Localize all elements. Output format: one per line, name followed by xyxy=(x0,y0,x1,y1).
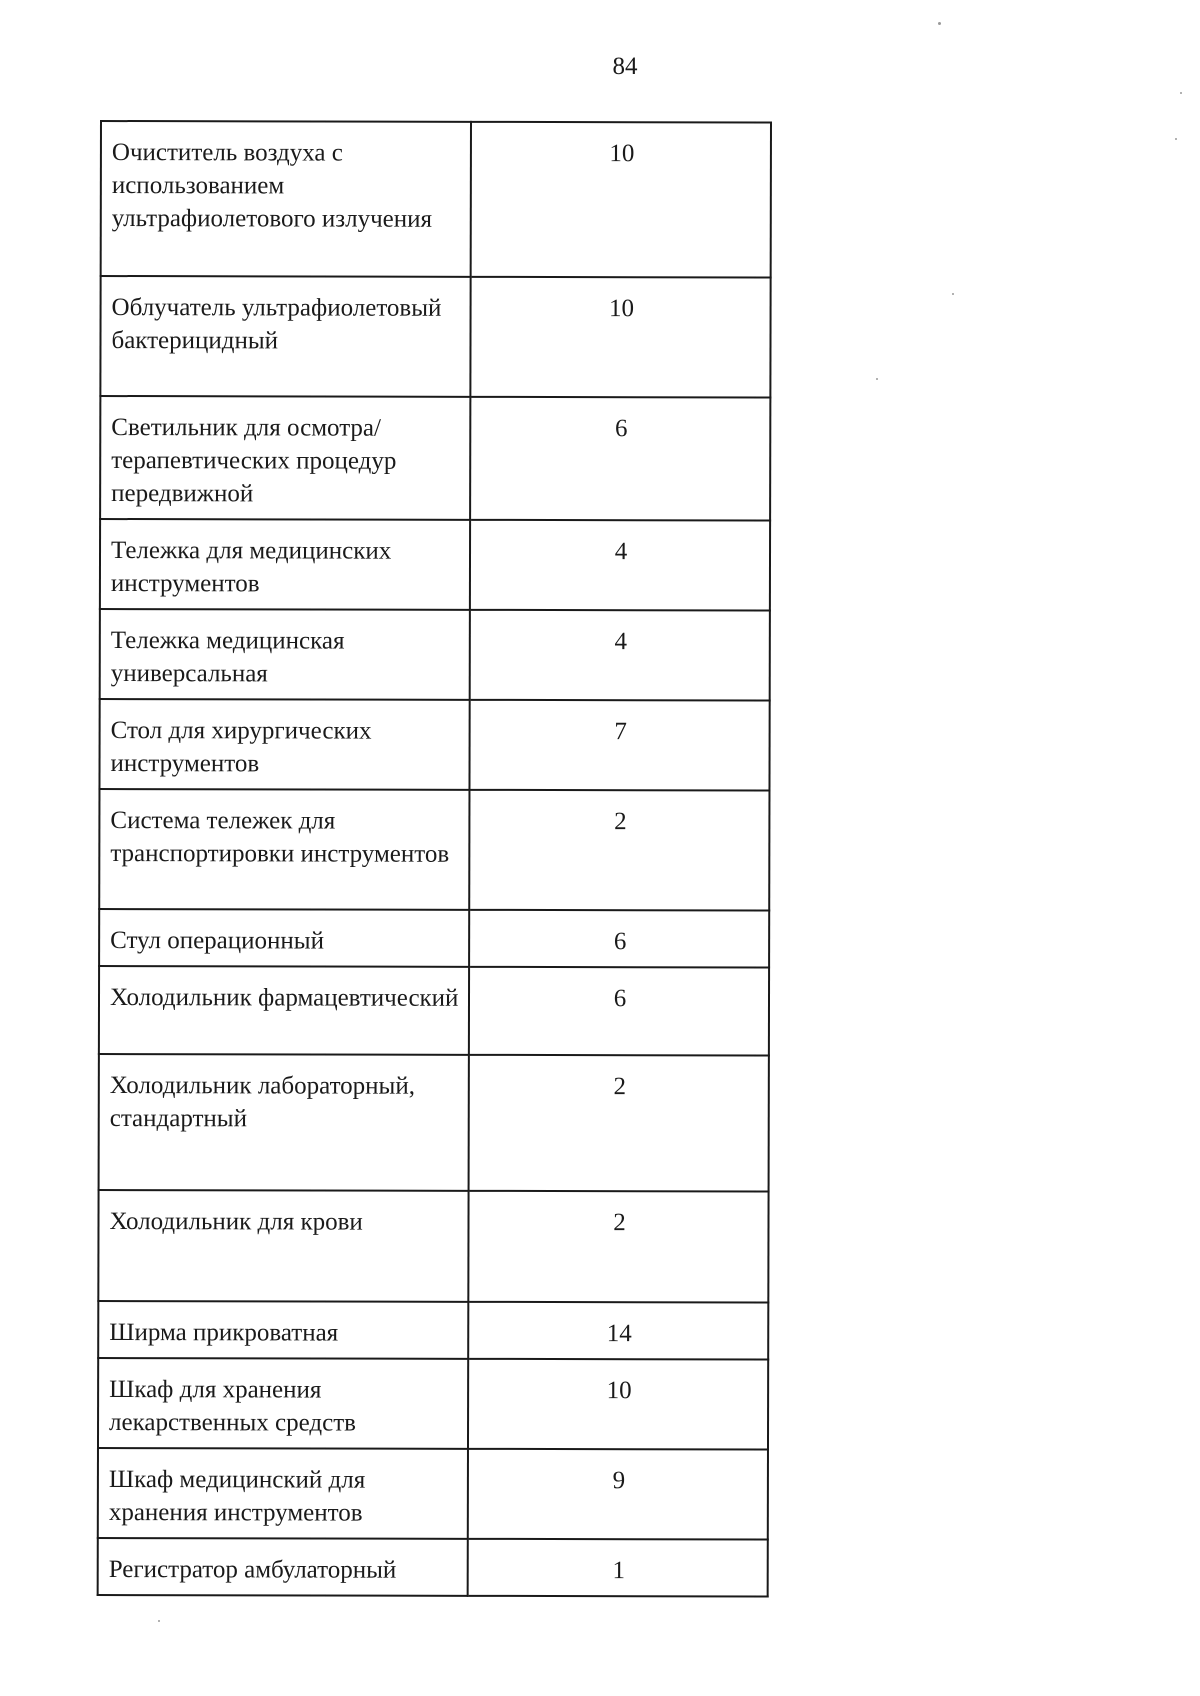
equipment-name-cell: Стул операционный xyxy=(99,909,469,967)
quantity-cell: 1 xyxy=(468,1539,768,1597)
quantity-cell: 14 xyxy=(468,1302,768,1360)
equipment-name-cell: Ширма прикроватная xyxy=(98,1301,468,1359)
scan-speck xyxy=(876,378,878,380)
scan-speck xyxy=(158,1620,160,1622)
equipment-name-cell: Стол для хирургических инструментов xyxy=(99,699,469,790)
equipment-name-cell: Очиститель воздуха с использованием ультрафиолетового излучения xyxy=(101,121,471,277)
table-row xyxy=(99,966,769,1056)
table-row xyxy=(100,609,770,701)
equipment-name-cell: Шкаф для хранения лекарственных средств xyxy=(98,1358,468,1449)
equipment-name-cell: Светильник для осмотра/терапевтических процедур передвижной xyxy=(100,396,470,520)
table-row xyxy=(98,1190,768,1303)
equipment-name-cell: Регистратор амбулаторный xyxy=(98,1538,468,1596)
quantity-cell: 2 xyxy=(468,1191,768,1303)
table-row xyxy=(99,789,769,911)
table-row xyxy=(98,1448,768,1540)
quantity-cell: 9 xyxy=(468,1449,768,1540)
table-row xyxy=(98,1301,768,1360)
equipment-name-cell: Холодильник для крови xyxy=(98,1190,468,1302)
quantity-cell: 4 xyxy=(470,610,770,701)
scan-speck xyxy=(938,22,941,25)
quantity-cell: 10 xyxy=(468,1359,768,1450)
quantity-cell: 6 xyxy=(470,397,770,521)
equipment-name-cell: Тележка для медицинских инструментов xyxy=(100,519,470,610)
equipment-name-cell: Шкаф медицинский для хранения инструментов xyxy=(98,1448,468,1539)
table-row xyxy=(98,1358,768,1450)
equipment-name-cell: Холодильник лабораторный, стандартный xyxy=(99,1054,469,1191)
table-row xyxy=(101,121,771,278)
table-row xyxy=(99,699,769,791)
equipment-table xyxy=(97,120,772,1598)
scan-speck xyxy=(952,293,954,295)
scan-speck xyxy=(1180,92,1182,94)
table-row xyxy=(100,519,770,611)
table-row xyxy=(100,396,770,521)
quantity-cell: 2 xyxy=(469,1055,769,1192)
quantity-cell: 7 xyxy=(469,700,769,791)
equipment-name-cell: Система тележек для транспортировки инструментов xyxy=(99,789,469,910)
quantity-cell: 10 xyxy=(471,122,771,278)
equipment-name-cell: Тележка медицинская универсальная xyxy=(100,609,470,700)
quantity-cell: 6 xyxy=(469,910,769,968)
table-row xyxy=(99,1054,769,1192)
quantity-cell: 4 xyxy=(470,520,770,611)
page-number: 84 xyxy=(612,53,638,80)
quantity-cell: 6 xyxy=(469,967,769,1056)
scan-speck xyxy=(1175,138,1177,140)
equipment-name-cell: Холодильник фармацевтический xyxy=(99,966,469,1055)
quantity-cell: 10 xyxy=(470,277,770,398)
table-row xyxy=(100,276,770,398)
equipment-name-cell: Облучатель ультрафиолетовый бактерицидный xyxy=(100,276,470,397)
table-row xyxy=(99,909,769,968)
quantity-cell: 2 xyxy=(469,790,769,911)
table-row xyxy=(98,1538,768,1597)
